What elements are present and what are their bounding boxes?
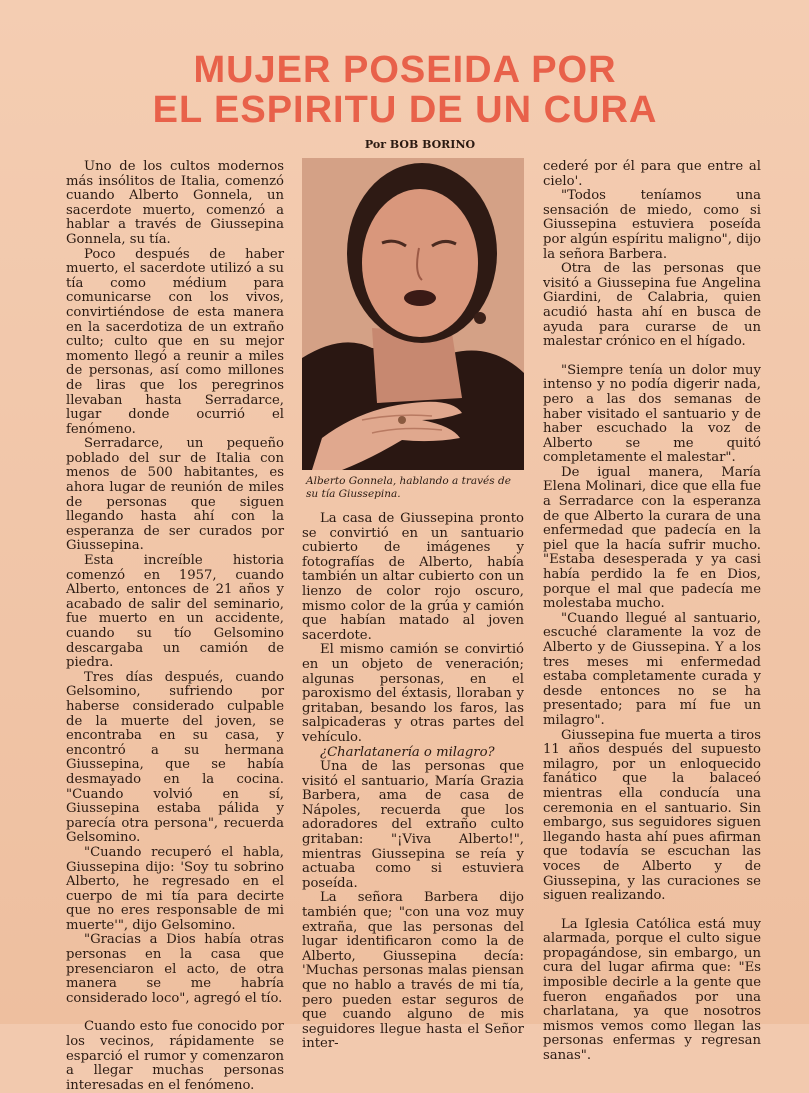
paragraph: "Todos teníamos una sensación de miedo, como si Giussepina estuviera poseída por algún espíritu maligno", dijo la señora Barbera. (543, 188, 761, 262)
paragraph: La señora Barbera dijo también que; "con una voz muy extraña, que las personas del lugar identificaron como la de Alberto, Giussepina decía: 'Muchas personas malas piensan que no hablo a través de mi tía, pero pueden estar seguros de que cuando alguno de mis seguidores llegue hasta el Señor inter- (302, 890, 524, 1052)
article-column-1 (66, 160, 284, 1093)
section-subheading: ¿Charlatanería o milagro? (320, 744, 495, 760)
photo-caption: Alberto Gonnela, hablando a través de su tía Giussepina. (306, 475, 511, 500)
headline-line-2: EL ESPIRITU DE UN CURA (152, 89, 658, 131)
paragraph: "Cuando recuperó el habla, Giussepina dijo: 'Soy tu sobrino Alberto, he regresado en el cuerpo de mi tía para decirte que no eres responsable de mi muerte'", dijo Gelsomino. (66, 844, 284, 933)
article-column-3 (543, 160, 761, 1064)
paragraph: Esta increíble historia comenzó en 1957, cuando Alberto, entonces de 21 años y acabado de salir del seminario, fue muerto en un accidente, cuando su tío Gelsomino descargaba un camión de piedra. (66, 553, 284, 671)
paragraph: Poco después de haber muerto, el sacerdote utilizó a su tía como médium para comunicarse con los vivos, convirtiéndose de esta manera en la sacerdotiza de un extraño culto; culto que en su mejor momento llegó a reunir a miles de personas, así como millones de liras que los peregrinos llevaban hasta Serradarce, lugar donde ocurrió el fenómeno. (66, 246, 284, 437)
paragraph: Serradarce, un pequeño poblado del sur de Italia con menos de 500 habitantes, es ahora lugar de reunión de miles de personas que siguen llegando hasta ahí con la esperanza de ser curados por Giussepina. (66, 436, 284, 554)
paragraph: La casa de Giussepina pronto se convirtió en un santuario cubierto de imágenes y fotografías de Alberto, había también un altar cubierto con un lienzo de color rojo oscuro, mismo color de la grúa y camión que habían matado al joven sacerdote. (302, 511, 524, 643)
paragraph: "Siempre tenía un dolor muy intenso y no podía digerir nada, pero a las dos semanas de haber visitado el santuario y de haber escuchado la voz de Alberto se me quitó completamente el malestar". (543, 362, 761, 466)
paragraph: Tres días después, cuando Gelsomino, sufriendo por haberse considerado culpable de la muerte del joven, se encontraba en su casa, y encontró a su hermana Giussepina, que se había desmayado en la cocina. "Cuando volvió en sí, Giussepina estaba pálida y parecía otra persona", recuerda Gelsomino. (66, 669, 284, 846)
paragraph: De igual manera, María Elena Molinari, dice que ella fue a Serradarce con la esperanza de que Alberto la curara de una enfermedad que padecía en la piel que la hacía sufrir mucho. "Estaba desesperada y ya casi había perdido la fe en Dios, porque el mal que padecía me molestaba mucho. (543, 464, 761, 612)
photo-giussepina (302, 158, 524, 470)
paragraph: cederé por él para que entre al cielo'. (543, 159, 761, 189)
paragraph: Cuando esto fue conocido por los vecinos, rápidamente se esparció el rumor y comenzaron a llegar muchas personas interesadas en el fenómeno. (66, 1019, 284, 1093)
photo-illustration (302, 158, 524, 470)
article-column-2 (302, 512, 524, 1052)
paragraph: Una de las personas que visitó el santuario, María Grazia Barbera, ama de casa de Nápoles, recuerda que los adoradores del extraño culto gritaban: "¡Viva Alberto!", mientras Giussepina se reía y actuaba como si estuviera poseída. (302, 759, 524, 891)
byline: Por BOB BORINO (364, 138, 476, 151)
paragraph: La Iglesia Católica está muy alarmada, porque el culto sigue propagándose, sin embargo, un cura del lugar afirma que: "Es imposible decirle a la gente que fueron engañados por una charlatana, ya que nosotros mismos vemos como llegan las personas enfermas y regresan sanas". (543, 916, 761, 1064)
paragraph: Uno de los cultos modernos más insólitos de Italia, comenzó cuando Alberto Gonnela, un sacerdote muerto, comenzó a hablar a través de Giussepina Gonnela, su tía. (66, 159, 284, 247)
headline-line-1: MUJER POSEIDA POR (193, 49, 617, 91)
paragraph: El mismo camión se convirtió en un objeto de veneración; algunas personas, en el paroxismo del éxtasis, lloraban y gritaban, besando los faros, las salpicaderas y otras partes del vehículo. (302, 642, 524, 745)
paragraph: Giussepina fue muerta a tiros 11 años después del supuesto milagro, por un enloquecido fanático que la balaceó mientras ella conducía una ceremonia en el santuario. Sin embargo, sus seguidores siguen llegando hasta ahí pues afirman que todavía se escuchan las voces de Alberto y de Giussepina, y las curaciones se siguen realizando. (543, 727, 761, 904)
paragraph: "Gracias a Dios había otras personas en la casa que presenciaron el acto, de otra manera se me habría considerado loco", agregó el tío. (66, 932, 284, 1006)
paragraph: Otra de las personas que visitó a Giussepina fue Angelina Giardini, de Calabria, quien acudió hasta ahí en busca de ayuda para curarse de un malestar crónico en el hígado. (543, 261, 761, 350)
paragraph: "Cuando llegué al santuario, escuché claramente la voz de Alberto y de Giussepina. Y a los tres meses mi enfermedad estaba completamente curada y desde entonces no se ha presentado; para mí fue un milagro". (543, 610, 761, 728)
